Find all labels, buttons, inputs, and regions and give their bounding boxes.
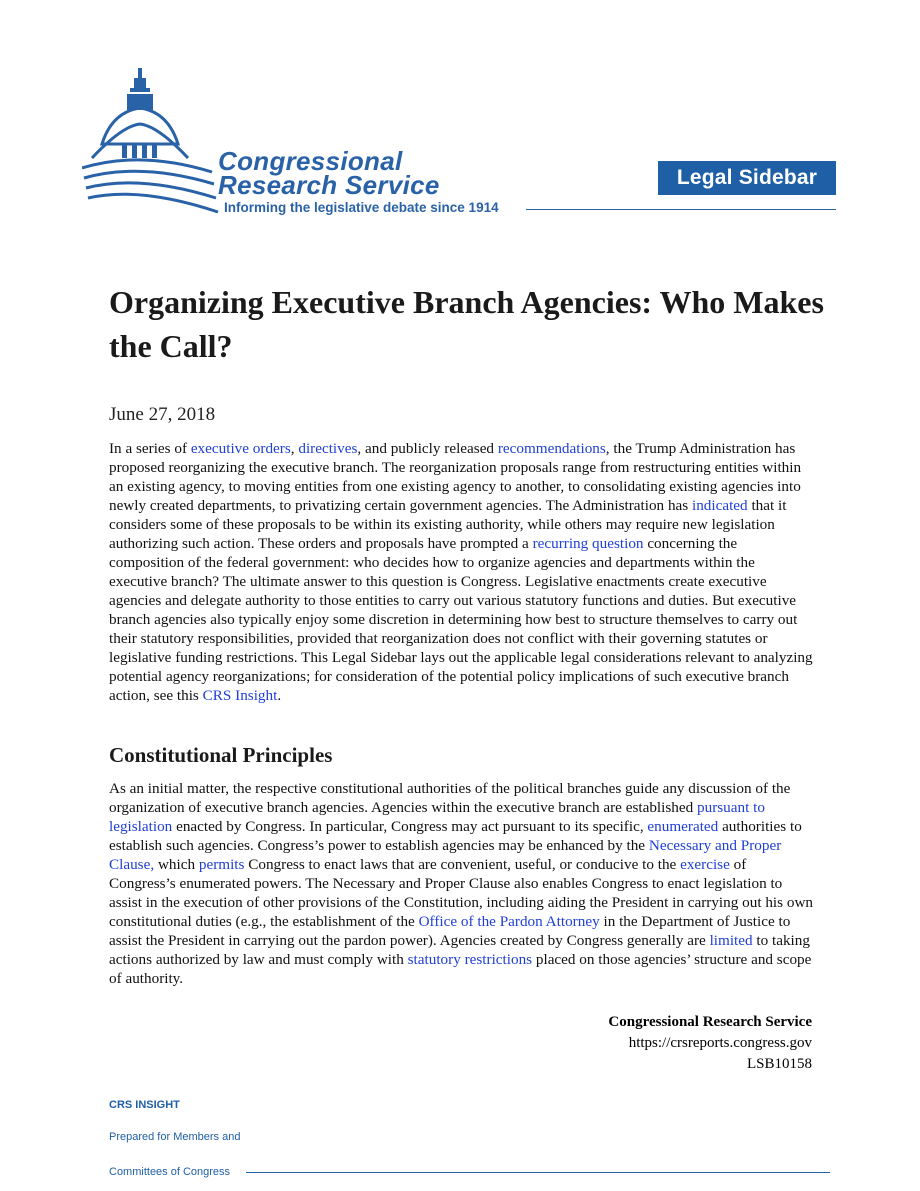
section-heading: Constitutional Principles [109, 743, 333, 767]
text-run: authorities to establish such agencies. Congress’s power to establish agencies may be enhanced by the [109, 818, 802, 854]
text-run: enacted by Congress. In particular, Congress may act pursuant to its specific, [172, 818, 648, 835]
footer-divider [246, 1172, 830, 1173]
inline-link[interactable]: Office of the Pardon Attorney [418, 913, 600, 930]
publication-date: June 27, 2018 [109, 404, 216, 425]
header-divider [526, 209, 836, 210]
inline-link[interactable]: limited [709, 932, 753, 949]
inline-link[interactable]: statutory restrictions [407, 951, 533, 968]
page-title: Organizing Executive Branch Agencies: Who Makes the Call? [109, 284, 824, 364]
prepared-for-text: Prepared for Members and [109, 1131, 241, 1143]
footer-url: https://crsreports.congress.gov [628, 1035, 812, 1051]
inline-link[interactable]: executive orders [190, 440, 291, 457]
report-id: LSB10158 [746, 1056, 812, 1072]
capitol-dome-icon [82, 66, 222, 216]
text-run: of Congress’s enumerated powers. The Necessary and Proper Clause also enables Congress to enact legislation to assist in the execution of other provisions of the Constitution, including aiding the President in carrying out his own constitutional duties (e.g., the establishment of the [109, 856, 814, 930]
inline-link[interactable]: directives [298, 440, 358, 457]
text-run: in the Department of Justice to assist the President in carrying out the pardon power). Agencies created by Congress generally are [109, 913, 791, 949]
footer-org-name: Congressional Research Service [608, 1014, 812, 1030]
logo-wordmark-line2: Research Service [218, 170, 440, 200]
text-run: In a series of [109, 440, 191, 457]
logo-tagline: Informing the legislative debate since 1914 [224, 200, 499, 215]
legal-sidebar-badge: Legal Sidebar [658, 161, 836, 195]
text-run: placed on those agencies’ structure and scope of authority. [109, 951, 812, 987]
intro-paragraph [109, 439, 815, 705]
text-run: , the Trump Administration has proposed reorganizing the executive branch. The reorganization proposals range from restructuring entities within an existing agency, to moving entities from one existing agency to another, to consolidating existing agencies into newly created departments, to privatizing certain government agencies. The Administration has [109, 440, 802, 514]
logo-wordmark-line1: Congressional [218, 146, 403, 176]
text-run: As an initial matter, the respective constitutional authorities of the political branches guide any discussion of the organization of executive branch agencies. Agencies within the executive branch are established [109, 780, 791, 816]
inline-link[interactable]: recommendations [497, 440, 606, 457]
inline-link[interactable]: CRS Insight [202, 687, 278, 704]
text-run: which [154, 856, 199, 873]
text-run: , and publicly released [357, 440, 498, 457]
text-run: . [277, 687, 282, 704]
inline-link[interactable]: indicated [691, 497, 748, 514]
text-run: Congress to enact laws that are convenient, useful, or conducive to the [244, 856, 681, 873]
inline-link[interactable]: Necessary and Proper Clause, [109, 837, 782, 873]
text-run: concerning the composition of the federal government: who decides how to organize agencies and departments within the executive branch? The ultimate answer to this question is Congress. Legislative enactments create executive agencies and delegate authority to those entities to carry out various statutory functions and duties. But executive branch agencies also typically enjoy some discretion in determining how best to structure themselves to carry out their statutory responsibilities, provided that reorganization does not conflict with their governing statutes or legislative funding restrictions. This Legal Sidebar lays out the applicable legal considerations relevant to analyzing potential agency reorganizations; for consideration of the potential policy implications of such executive branch action, see this [109, 535, 813, 704]
inline-link[interactable]: recurring question [532, 535, 644, 552]
crs-insight-label: CRS INSIGHT [109, 1099, 180, 1111]
committees-text: Committees of Congress [109, 1166, 231, 1178]
crs-logo [82, 66, 532, 222]
inline-link[interactable]: permits [198, 856, 245, 873]
inline-link[interactable]: enumerated [647, 818, 719, 835]
text-run: , [290, 440, 299, 457]
inline-link[interactable]: exercise [680, 856, 730, 873]
constitutional-paragraph [109, 779, 815, 988]
text-run: to taking actions authorized by law and must comply with [109, 932, 810, 968]
report-info [608, 1012, 812, 1075]
inline-link[interactable]: pursuant to legislation [109, 799, 765, 835]
text-run: that it considers some of these proposals to be within its existing authority, while others may require new legislation authorizing such action. These orders and proposals have prompted a [109, 497, 787, 552]
